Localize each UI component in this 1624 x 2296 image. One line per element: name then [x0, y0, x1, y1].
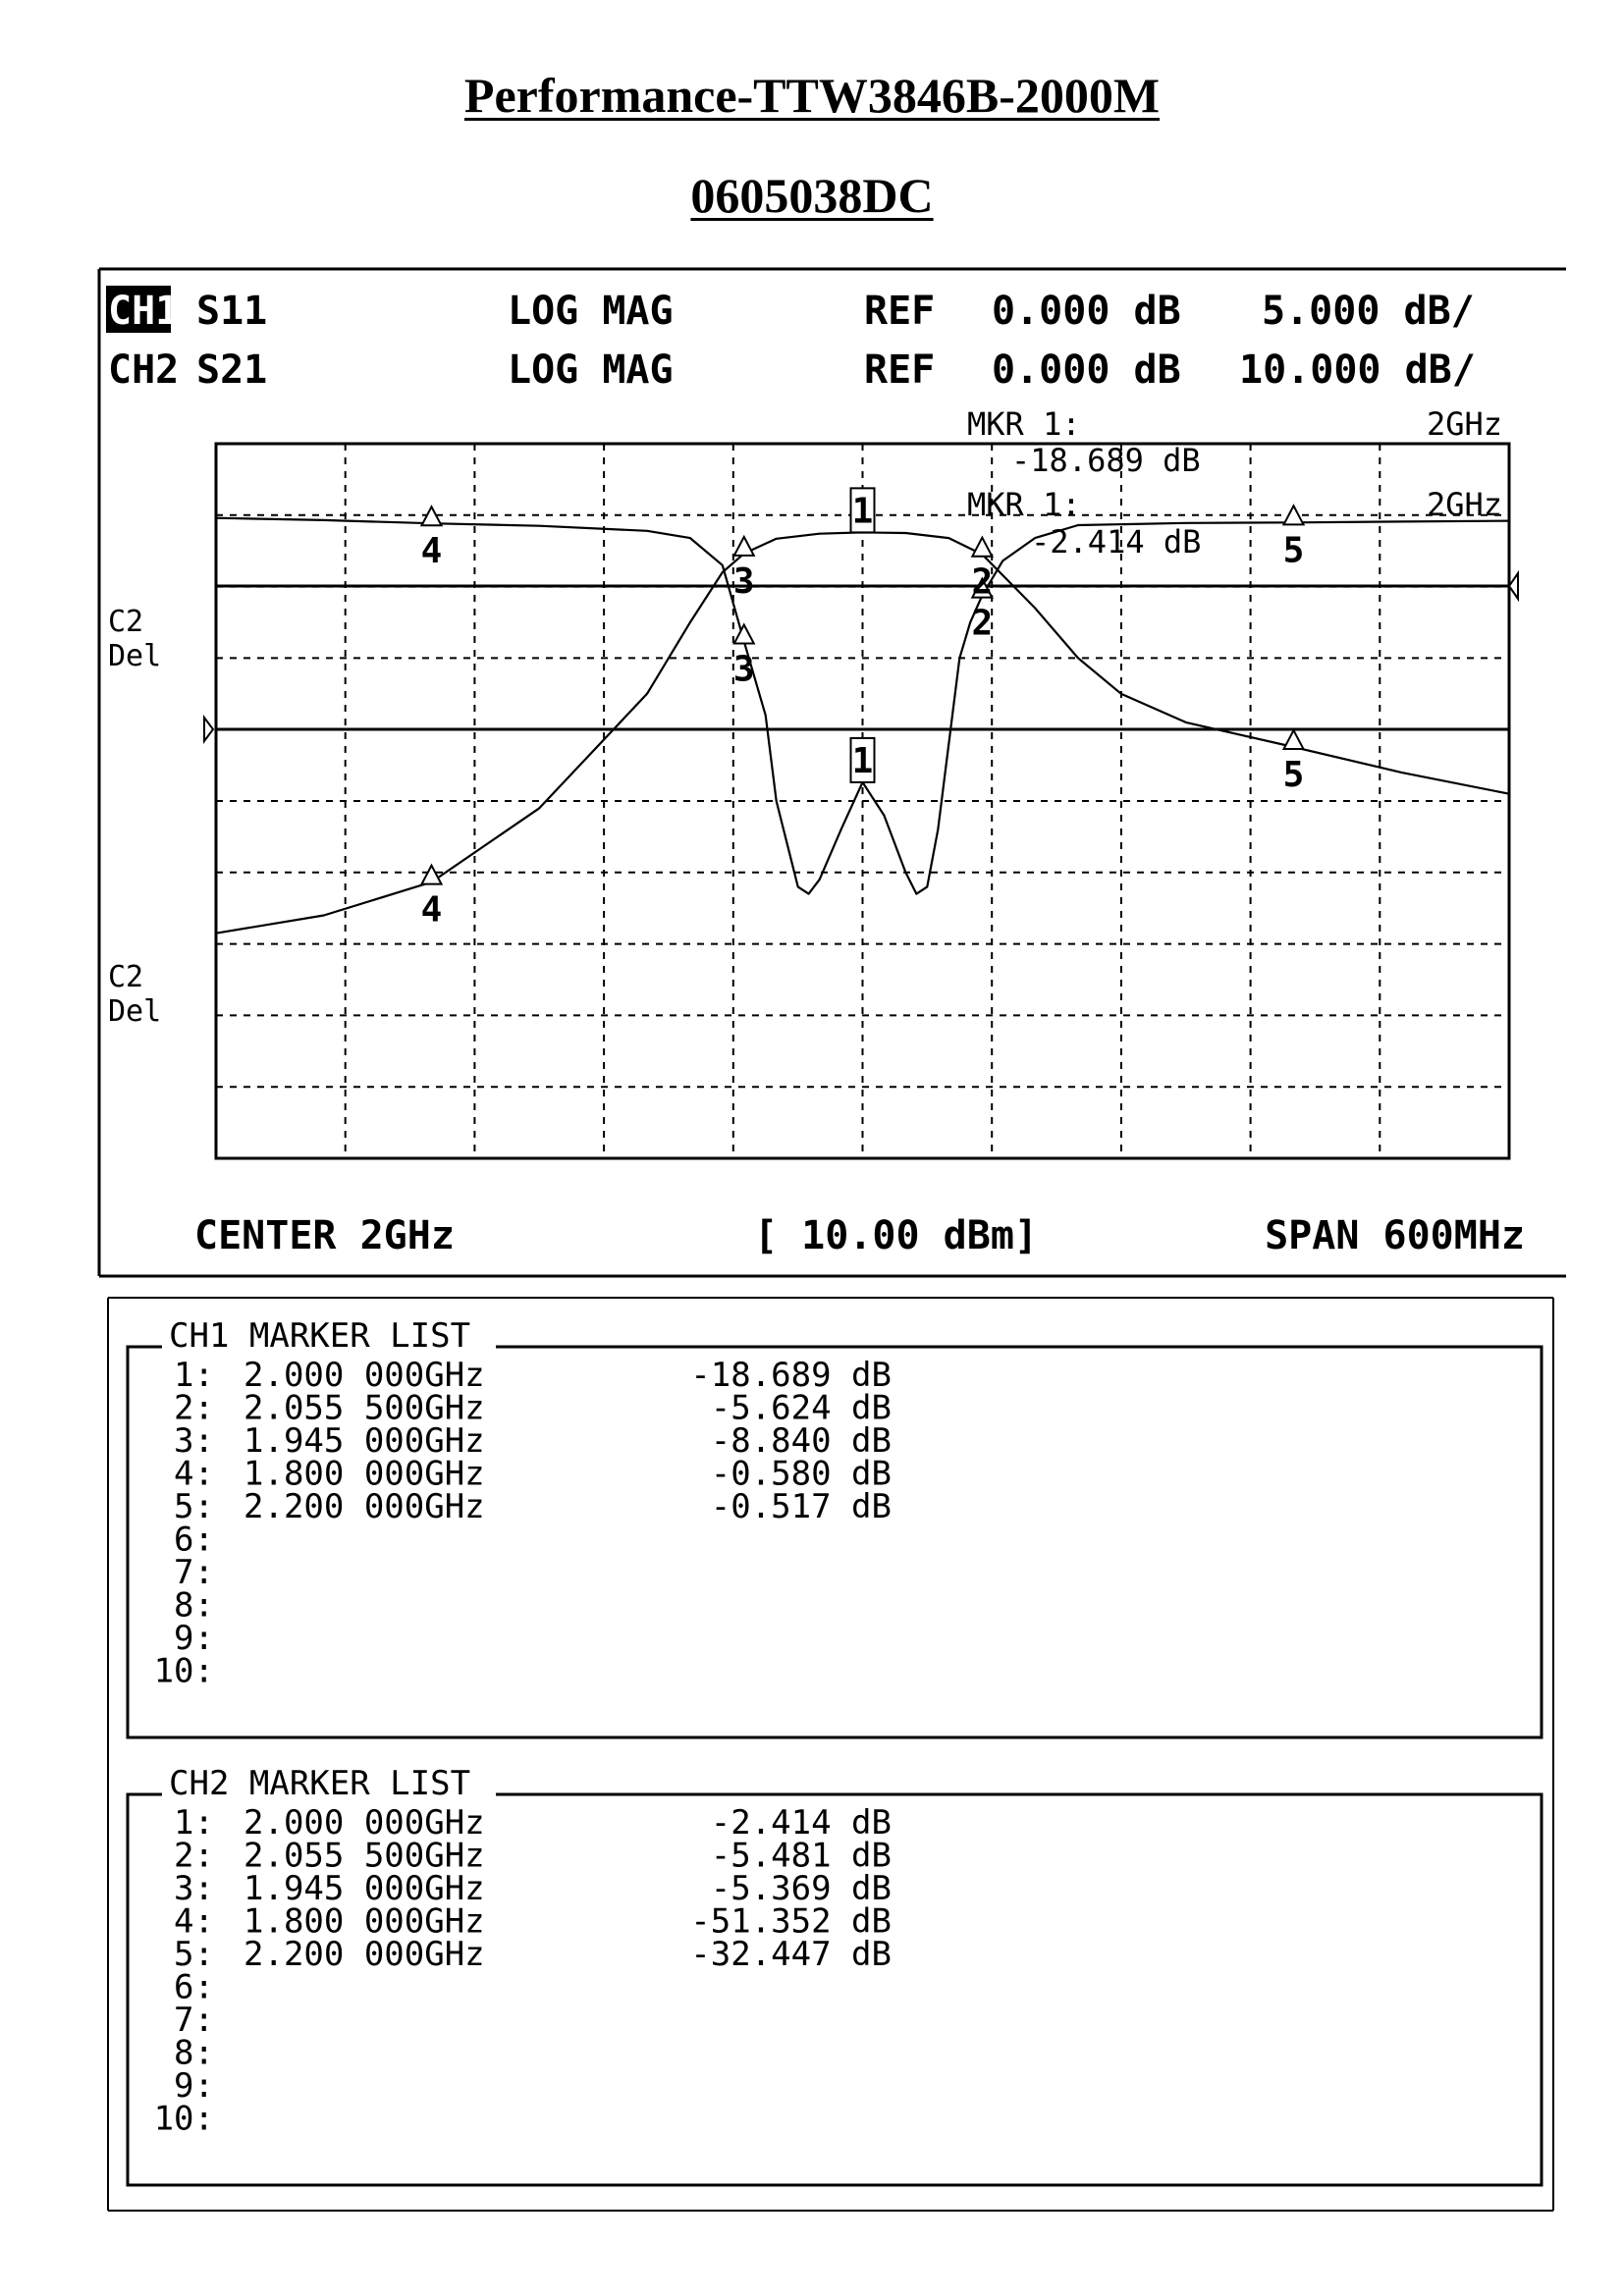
- list-row-value: -18.689 dB: [690, 1356, 892, 1395]
- list-row-number: 8:: [174, 1585, 214, 1626]
- marker-s21-4-label: 4: [420, 889, 443, 931]
- list-row-number: 6:: [174, 1967, 214, 2007]
- ch2-marker-list: [128, 1763, 1542, 2185]
- list-row-value: -5.369 dB: [710, 1869, 892, 1908]
- list-row-value: -5.481 dB: [710, 1836, 892, 1876]
- marker-s11-5-label: 5: [1282, 530, 1305, 571]
- list-row-value: -2.414 dB: [710, 1803, 892, 1842]
- list-row-frequency: 1.800 000GHz: [244, 1454, 485, 1494]
- list-row-value: -0.580 dB: [710, 1454, 892, 1494]
- marker-s21-3-label: 3: [732, 561, 755, 602]
- list-row-frequency: 2.200 000GHz: [244, 1935, 485, 1974]
- list-row-value: -0.517 dB: [710, 1487, 892, 1526]
- ch2-ref-value: 0.000 dB: [992, 347, 1181, 393]
- marker-s21-2-label: 2: [971, 561, 994, 603]
- ch1-list-title: CH1 MARKER LIST: [169, 1316, 471, 1356]
- ch1-list-rows: [154, 1356, 892, 1691]
- list-row-number: 2:: [174, 1836, 214, 1876]
- ch2-ref-label: REF: [864, 347, 936, 393]
- plot-grid: [216, 444, 1509, 1158]
- list-row-number: 2:: [174, 1388, 214, 1428]
- list-row-number: 5:: [174, 1487, 214, 1526]
- footer-center: CENTER 2GHz: [194, 1213, 455, 1258]
- mkr-ch2-label: MKR 1:: [967, 486, 1081, 523]
- side-label-top-2: Del: [108, 639, 162, 673]
- list-row-frequency: 2.200 000GHz: [244, 1487, 485, 1526]
- list-row-number: 7:: [174, 1553, 214, 1592]
- marker-s11-3-triangle: [734, 625, 754, 644]
- ch2-list-title: CH2 MARKER LIST: [169, 1764, 471, 1803]
- ch2-format: LOG MAG: [508, 347, 674, 393]
- s21-reference-arrow: [204, 718, 213, 741]
- page-title: Performance-TTW3846B-2000M: [463, 68, 1161, 123]
- ch1-marker-list: [128, 1315, 1542, 1737]
- list-row-number: 9:: [174, 2066, 214, 2106]
- list-row-number: 6:: [174, 1520, 214, 1560]
- list-row-value: -5.624 dB: [710, 1388, 892, 1428]
- side-label-bottom-1: C2: [108, 960, 144, 994]
- list-row-frequency: 1.945 000GHz: [244, 1869, 485, 1908]
- mkr-ch2-value: -2.414 dB: [1031, 523, 1202, 561]
- marker-s21-3-triangle: [734, 537, 754, 556]
- marker-s11-5-triangle: [1284, 506, 1304, 524]
- list-row-number: 1:: [174, 1356, 214, 1395]
- side-label-bottom-2: Del: [108, 994, 162, 1029]
- marker-s21-5-triangle: [1284, 730, 1304, 749]
- list-row-number: 7:: [174, 2001, 214, 2040]
- mkr-ch1-label: MKR 1:: [967, 405, 1081, 443]
- list-row-number: 8:: [174, 2033, 214, 2073]
- ch2-list-rows: [154, 1803, 892, 2139]
- footer-power: [ 10.00 dBm]: [754, 1213, 1038, 1258]
- marker-s11-4-label: 4: [420, 531, 443, 572]
- mkr-ch2-freq: 2GHz: [1426, 486, 1502, 523]
- ch1-label: CH1: [108, 289, 180, 334]
- ch1-scale: 5.000 dB/: [1262, 289, 1475, 334]
- marker-s11-2-label: 2: [971, 603, 994, 644]
- ch1-ref-value: 0.000 dB: [992, 289, 1181, 334]
- marker-s21-5-label: 5: [1282, 755, 1305, 796]
- side-label-top-1: C2: [108, 605, 144, 639]
- list-row-value: -8.840 dB: [710, 1421, 892, 1461]
- list-row-number: 10:: [153, 2099, 214, 2139]
- list-row-number: 3:: [174, 1869, 214, 1908]
- list-row-frequency: 2.055 500GHz: [244, 1388, 485, 1428]
- list-row-frequency: 2.000 000GHz: [244, 1356, 485, 1395]
- marker-s21-4-triangle: [422, 866, 442, 884]
- page-subtitle: 0605038DC: [690, 168, 934, 223]
- list-row-number: 4:: [174, 1901, 214, 1942]
- list-row-frequency: 2.055 500GHz: [244, 1836, 485, 1876]
- footer-span: SPAN 600MHz: [1265, 1213, 1525, 1258]
- list-row-number: 10:: [153, 1651, 214, 1691]
- list-row-frequency: 1.800 000GHz: [244, 1901, 485, 1942]
- marker-s21-1-label: 1: [851, 491, 874, 532]
- ch1-format: LOG MAG: [508, 289, 674, 334]
- ch2-label: CH2: [108, 347, 180, 393]
- list-row-frequency: 1.945 000GHz: [244, 1421, 485, 1461]
- list-row-number: 5:: [174, 1935, 214, 1974]
- marker-s11-3-label: 3: [732, 649, 755, 690]
- list-row-frequency: 2.000 000GHz: [244, 1803, 485, 1842]
- marker-s21-2-triangle: [972, 538, 992, 557]
- ch1-ref-label: REF: [864, 289, 936, 334]
- marker-s11-1-label: 1: [851, 740, 874, 781]
- ch2-param: S21: [196, 347, 268, 393]
- list-row-value: -32.447 dB: [690, 1935, 892, 1974]
- ch2-scale: 10.000 dB/: [1239, 347, 1476, 393]
- list-row-value: -51.352 dB: [690, 1901, 892, 1942]
- list-row-number: 1:: [174, 1803, 214, 1842]
- list-row-number: 4:: [174, 1454, 214, 1494]
- mkr-ch1-freq: 2GHz: [1426, 405, 1502, 443]
- list-row-number: 9:: [174, 1619, 214, 1658]
- list-row-number: 3:: [174, 1421, 214, 1461]
- mkr-ch1-value: -18.689 dB: [1011, 442, 1201, 479]
- ch1-param: S11: [196, 289, 268, 334]
